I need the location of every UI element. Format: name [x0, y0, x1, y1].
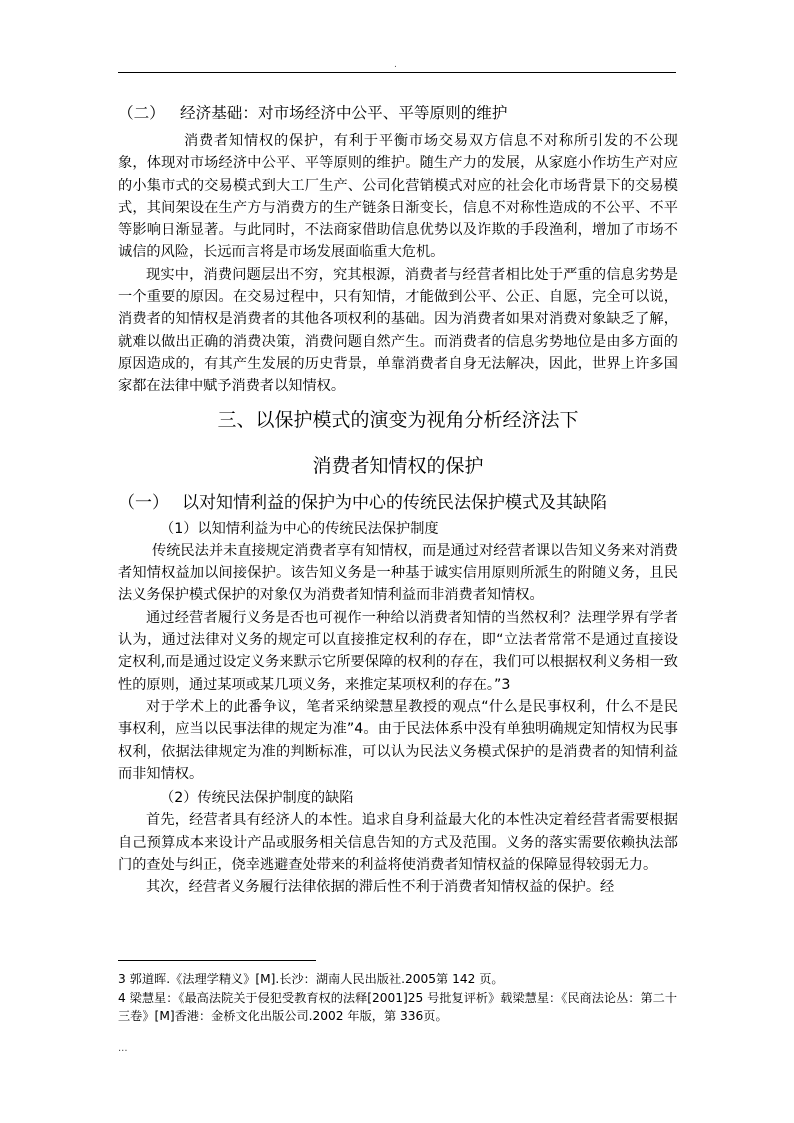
subheading: （1）以知情利益为中心的传统民法保护制度	[160, 520, 439, 537]
footnotes	[118, 970, 678, 1026]
header-rule	[118, 72, 676, 73]
header-mark: .	[394, 60, 397, 70]
footnote-rule	[118, 960, 316, 961]
footnote: 4 梁慧星：《最高法院关于侵犯受教育权的法释[2001]25 号批复评析》载梁慧星：《民商法论丛：第二十三卷》[M]香港：金桥文化出版公司.2002 年版，第 336页。	[118, 990, 678, 1023]
footnote: 3 郭道晖.《法理学精义》[M].长沙：湖南人民出版社.2005第 142 页。	[118, 972, 504, 986]
footer-mark: ...	[118, 1043, 128, 1054]
page-body	[118, 102, 678, 899]
chapter-title-line1: 三、以保护模式的演变为视角分析经济法下	[217, 408, 579, 431]
paragraph: 通过经营者履行义务是否也可视作一种给以消费者知情的当然权利？法理学界有学者认为，通过法律对义务的规定可以直接推定权利的存在，即“立法者常常不是通过直接设定权利,而是通过设定义务来默示它所要保障的权利的存在，我们可以根据权利义务相一致性的原则，通过某项或某几项义务，来推定某项权利的存在。”3	[118, 609, 678, 693]
section-title: 以对知情利益的保护为中心的传统民法保护模式及其缺陷	[182, 492, 607, 513]
chapter-title-line2: 消费者知情权的保护	[312, 454, 484, 477]
paragraph: 其次，经营者义务履行法律依据的滞后性不利于消费者知情权益的保护。经	[146, 879, 615, 896]
section-title: 经济基础：对市场经济中公平、平等原则的维护	[180, 104, 508, 122]
paragraph: 现实中，消费问题层出不穷，究其根源，消费者与经营者相比处于严重的信息劣势是一个重要的原因。在交易过程中，只有知情，才能做到公平、公正、自愿，完全可以说，消费者的知情权是消费者的其他各项权利的基础。因为消费者如果对消费对象缺乏了解，就难以做出正确的消费决策，消费问题自然产生。而消费者的信息劣势地位是由多方面的原因造成的，有其产生发展的历史背景，单靠消费者自身无法解决，因此，世界上许多国家都在法律中赋予消费者以知情权。	[118, 266, 678, 395]
section-number: （二）	[118, 104, 165, 122]
paragraph: 首先，经营者具有经济人的本性。追求自身利益最大化的本性决定着经营者需要根据自己预算成本来设计产品或服务相关信息告知的方式及范围。义务的落实需要依赖执法部门的查处与纠正，侥幸逃避查处带来的利益将使消费者知情权益的保障显得较弱无力。	[118, 812, 678, 874]
paragraph: 传统民法并未直接规定消费者享有知情权，而是通过对经营者课以告知义务来对消费者知情权益加以间接保护。该告知义务是一种基于诚实信用原则所派生的附随义务，且民法义务保护模式保护的对象仅为消费者知情利益而非消费者知情权。	[118, 542, 678, 604]
subheading: （2）传统民法保护制度的缺陷	[160, 790, 354, 807]
section-heading-3-1	[118, 490, 678, 516]
section-number: （一）	[118, 492, 169, 513]
paragraph: 对于学术上的此番争议，笔者采纳梁慧星教授的观点“什么是民事权利，什么不是民事权利，应当以民事法律的规定为准”4。由于民法体系中没有单独明确规定知情权为民事权利，依据法律规定为准的判断标准，可以认为民法义务模式保护的是消费者的知情利益而非知情权。	[118, 698, 678, 782]
section-heading-2-2	[118, 102, 678, 124]
paragraph: 消费者知情权的保护，有利于平衡市场交易双方信息不对称所引发的不公现象，体现对市场经济中公平、平等原则的维护。随生产力的发展，从家庭小作坊生产对应的小集市式的交易模式到大工厂生产、公司化营销模式对应的社会化市场背景下的交易模式，其间架设在生产方与消费方的生产链条日渐变长，信息不对称性造成的不公平、不平等影响日渐显著。与此同时，不法商家借助信息优势以及诈欺的手段渔利，增加了市场不诚信的风险，长远而言将是市场发展面临重大危机。	[118, 133, 678, 261]
